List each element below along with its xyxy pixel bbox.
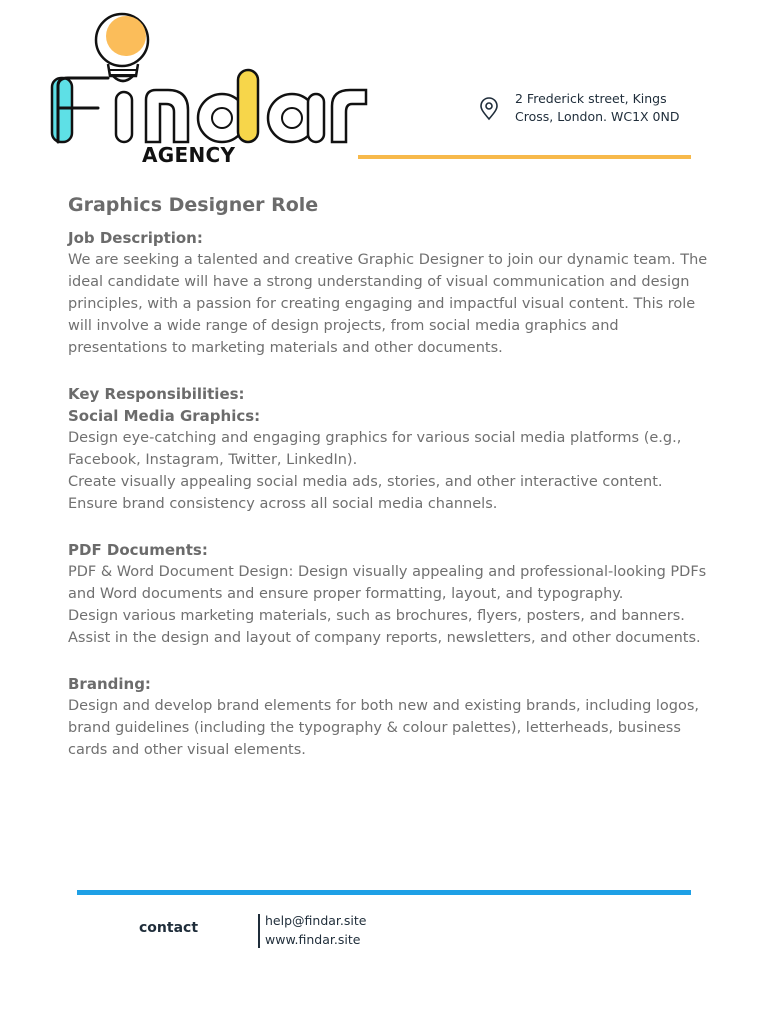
branding-text: Design and develop brand elements for both new and existing brands, including logos, brand guidelines (including the typography & colour palettes), letterheads, business cards and other visual elements.: [68, 698, 700, 758]
address-line: Cross, London. WC1X 0ND: [515, 109, 680, 124]
pdf-item: PDF & Word Document Design: Design visually appealing and professional-looking PDFs and Word documents and ensure proper formatting, layout, and typography.: [68, 564, 707, 602]
contact-label: contact: [139, 920, 199, 936]
logo-letter-a: [268, 94, 324, 142]
pdf-item: Design various marketing materials, such as brochures, flyers, posters, and banners.: [68, 608, 685, 624]
address-line: 2 Frederick street, Kings: [515, 91, 667, 106]
logo-letter-d: [198, 70, 258, 142]
page-title: Graphics Designer Role: [68, 194, 319, 216]
contact-separator: [258, 914, 260, 948]
contact-details: [265, 911, 366, 949]
location-pin-icon: [479, 97, 499, 121]
pdf-item: Assist in the design and layout of company reports, newsletters, and other documents.: [68, 630, 701, 646]
email-link[interactable]: help@findar.site: [265, 913, 367, 928]
logo-letter-n: [146, 90, 188, 142]
agency-wordmark: AGENCY: [142, 143, 236, 167]
logo-letter-f: [52, 78, 108, 142]
logo-letter-i: [116, 92, 132, 142]
key-responsibilities-heading: Key Responsibilities:: [68, 385, 245, 403]
pdf-documents-heading: PDF Documents:: [68, 541, 208, 559]
social-media-item: Design eye-catching and engaging graphics for various social media platforms (e.g., Facebook, Instagram, Twitter, LinkedIn).: [68, 430, 682, 468]
header-divider: [358, 155, 691, 159]
branding-heading: Branding:: [68, 675, 151, 693]
job-description-text: We are seeking a talented and creative Graphic Designer to join our dynamic team. The ideal candidate will have a strong understanding of visual communication and design principles, with a passion for creating engaging and impactful visual content. This role will involve a wide range of design projects, from social media graphics and presentations to marketing materials and other documents.: [68, 252, 708, 356]
company-address: [515, 90, 715, 126]
logo-letter-r: [332, 90, 366, 142]
social-media-item: Create visually appealing social media ads, stories, and other interactive content.: [68, 474, 663, 490]
social-media-heading: Social Media Graphics:: [68, 407, 261, 425]
job-description-heading: Job Description:: [68, 229, 203, 247]
document-body: [68, 192, 718, 761]
lightbulb-icon: [96, 14, 148, 81]
footer-divider: [77, 890, 691, 895]
website-link[interactable]: www.findar.site: [265, 932, 361, 947]
social-media-item: Ensure brand consistency across all social media channels.: [68, 496, 498, 512]
